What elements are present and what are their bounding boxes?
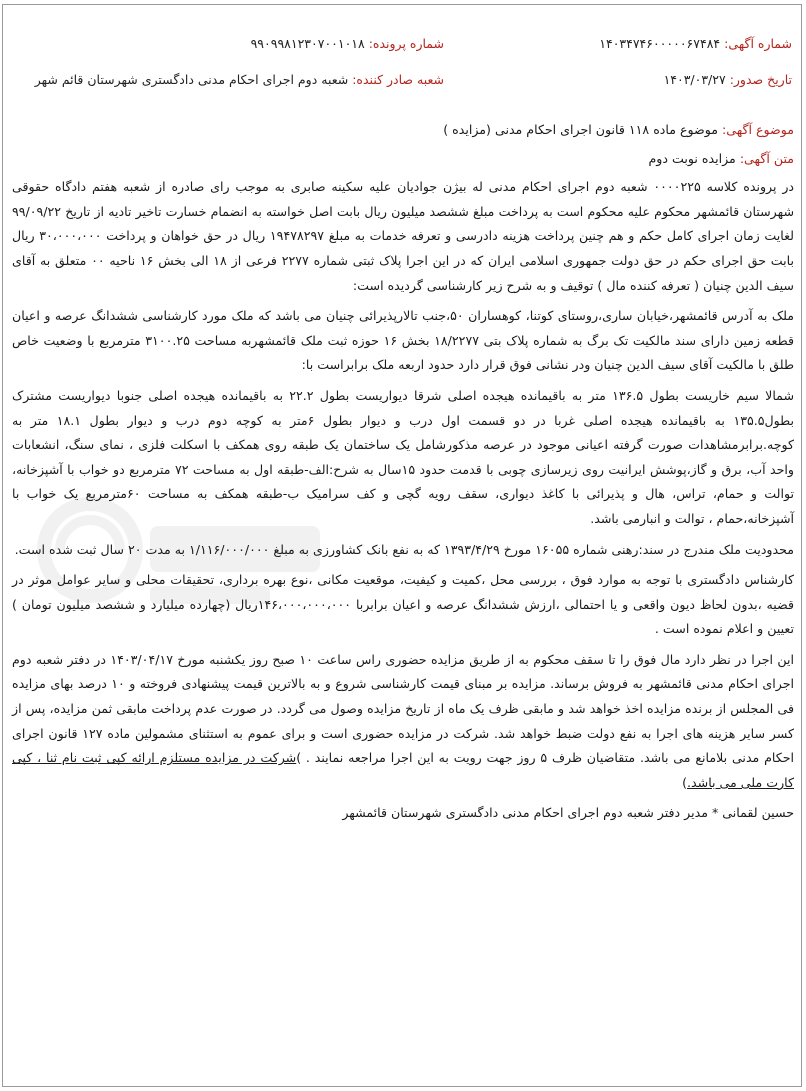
subject-label: موضوع آگهی: — [721, 122, 794, 137]
issue-date — [664, 72, 792, 87]
paragraph-auction — [12, 648, 794, 796]
text-header-value: مزایده نوبت دوم — [648, 150, 736, 166]
text-header-label: متن آگهی: — [739, 150, 794, 166]
text-header-line — [12, 147, 794, 172]
paragraph-boundaries: شمالا سیم خاریست بطول ۱۳۶.۵ متر به باقیمانده هیجده اصلی شرقا دیواریست بطول ۲۲.۲ به باقیمانده هیجده اصلی جنوبا دیواریست مشترک بطول۱۳۵.۵ به باقیمانده هیجده اصلی غربا در دو قسمت اول درب و دیوار بطول ۶متر به کوچه دوم درب و دیوار بطول ۱۸.۱ متر به کوچه.برابرمشاهدات صورت گرفته اعیانی موجود در عرصه مذکورشامل یک ساختمان یک طبقه روی همکف با اسکلت فلزی ، نمای سنگ، انشعابات واحد آب، برق و گاز،پوشش ایرانیت روی زیرسازی چوبی با قدمت حدود ۱۵سال به شرح:الف-طبقه اول به مساحت ۷۲ مترمربع دو خواب با آشپزخانه، توالت و حمام، تراس، هال و پذیرائی با کاغذ دیواری، سقف رویه گچی و کف سرامیک ب-طبقه همکف به مساحت ۶۰مترمربع یک خواب با آشپزخانه،حمام ، توالت و انبارمی باشد. — [12, 387, 795, 526]
auction-requirement-text: شرکت در مزایده مستلزم ارائه کپی ثبت نام ثنا ، کپی کارت ملی می باشد. — [12, 750, 794, 790]
auction-main-text: این اجرا در نظر دارد مال فوق را تا سقف محکوم به از طریق مزایده حضوری راس ساعت ۱۰ صبح روز یکشنبه مورخ ۱۴۰۳/۰۴/۱۷ در دفتر شعبه دوم اجرای احکام مدنی قائمشهر به فروش برساند. مزایده بر مبنای قیمت کارشناسی شروع و به بالاترین قیمت پیشنهادی فروخته و ۱۰ درصد بهای مزایده فی المجلس از برنده مزایده اخذ خواهد شد و مابقی ظرف یک ماه از تاریخ مزایده وصول می گردد. در صورت عدم پرداخت مابقی ثمن مزایده، پس از کسر سایر هزینه های اجرا به نفع دولت ضبط خواهد شد. شرکت در مزایده حضوری است و برای عموم به استثنای مشمولین ماده ۱۲۷ قانون اجرای احکام مدنی بلامانع می باشد. متقاضیان ظرف ۵ روز جهت رویت به این اجرا مراجعه نمایند . ) — [12, 651, 795, 766]
notice-number-label: شماره آگهی: — [724, 36, 792, 51]
issuing-branch-value: شعبه دوم اجرای احکام مدنی دادگستری شهرستان قائم شهر — [34, 72, 349, 87]
file-number-label: شماره پرونده: — [368, 36, 444, 51]
signature-line: حسین لقمانی * مدیر دفتر شعبه دوم اجرای احکام مدنی دادگستری شهرستان قائمشهر — [342, 805, 794, 821]
paragraph-case: در پرونده کلاسه ۰۰۰۰۲۲۵ شعبه دوم اجرای احکام مدنی له بیژن جوادیان علیه سکینه صابری به موجب رای صادره از شعبه هفتم دادگاه حقوقی شهرستان قائمشهر محکوم علیه محکوم است به پرداخت مبلغ ششصد میلیون ریال بابت اصل خواسته به انضمام خسارت تاخیر تادیه از تاریخ ۹۹/۰۹/۲۲ لغایت زمان اجرای کامل حکم و هم چنین پرداخت هزینه دادرسی و تعرفه خدمات به مبلغ ۱۹۴۷۸۲۹۷ ریال در حق خواهان و پرداخت ۳۰،۰۰۰،۰۰۰ ریال بابت حق اجرای حکم در حق دولت جمهوری اسلامی ایران که در این اجرا پلاک ثبتی شماره ۲۲۷۷ فرعی از ۱۸ الی بخش ۱۶ ناحیه ۰۰ متعلق به آقای سیف الدین چنیان ( تعرفه کننده مال ) توقیف و به شرح زیر کارشناسی گردیده است: — [12, 179, 795, 293]
issuing-branch-label: شعبه صادر کننده: — [352, 72, 444, 87]
issue-date-label: تاریخ صدور: — [729, 72, 792, 87]
notice-number-value: ۱۴۰۳۴۷۴۶۰۰۰۰۰۶۷۴۸۴ — [599, 36, 721, 51]
issuing-branch — [35, 72, 444, 87]
issue-date-value: ۱۴۰۳/۰۳/۲۷ — [663, 72, 726, 87]
subject-value: موضوع ماده ۱۱۸ قانون اجرای احکام مدنی (مزایده ) — [443, 122, 718, 137]
paragraph-restrictions: محدودیت ملک مندرج در سند:رهنی شماره ۱۶۰۵۵ مورخ ۱۳۹۳/۴/۲۹ که به نفع بانک کشاورزی به مبلغ ۱/۱۱۶/۰۰۰/۰۰۰ به مدت ۲۰ سال ثبت شده است. — [14, 541, 794, 557]
paragraph-property: ملک به آدرس قائمشهر،خیابان ساری،روستای کوتنا، کوهساران ۵۰،جنب تالارپذیرائی چنیان می باشد که ملک مورد کارشناسی ششدانگ عرصه و اعیان قطعه زمین دارای سند مالکیت تک برگ به شماره پلاک بتی ۱۸/۲۲۷۷ بخش ۱۶ حوزه ثبت ملک قائمشهربه مساحت ۳۱۰۰.۲۵ مترمربع با وضعیت خاص طلق با مالکیت آقای سیف الدین چنیان ودر نشانی فوق قرار دارد حدود اربعه ملک برابراست با: — [12, 308, 795, 373]
subject-line — [12, 118, 794, 143]
notice-number — [599, 36, 792, 51]
file-number — [251, 36, 444, 51]
auction-closing-paren: ) — [682, 774, 688, 790]
paragraph-valuation: کارشناس دادگستری با توجه به موارد فوق ، بررسی محل ،کمیت و کیفیت، موقعیت مکانی ،نوع بهره برداری، تحقیقات محلی و سایر عوامل موثر در قضیه ،بدون لحاظ دیون واقعی و یا احتمالی ،ارزش ششدانگ عرصه و اعیان برابربا ۱۴۶،۰۰۰،۰۰۰،۰۰۰ریال (چهارده میلیارد و ششصد میلیون تومان ) تعیین و اعلام نموده است . — [12, 572, 794, 637]
notice-body — [12, 118, 794, 832]
file-number-value: ۹۹۰۹۹۸۱۲۳۰۷۰۰۱۰۱۸ — [250, 36, 365, 51]
